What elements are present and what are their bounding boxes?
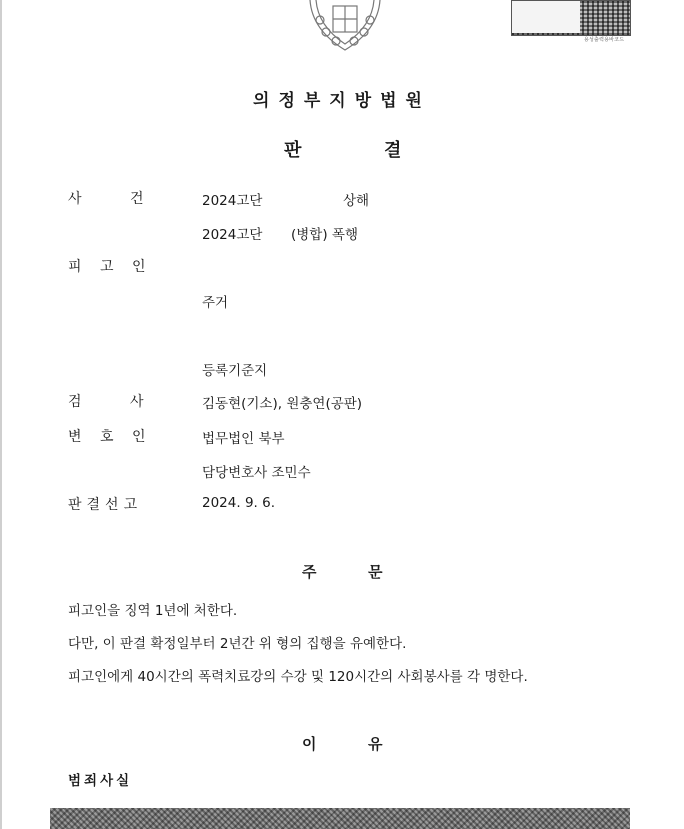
court-seal-icon [306,0,384,52]
defendant-label-char: 고 [100,259,114,275]
defendant-label-char: 피 [68,259,82,275]
order-line-1: 피고인을 징역 1년에 처한다. [68,603,238,619]
case-number-2: 2024고단 [202,227,263,243]
lawyer-firm: 법무법인 북부 [202,431,285,447]
verdict-date: 2024. 9. 6. [202,495,275,511]
reasons-heading-right: 유 [368,735,383,753]
court-name: 의정부지방법원 [253,91,431,111]
order-line-3: 피고인에게 40시간의 폭력치료강의 수강 및 120시간의 사회봉사를 각 명한다. [68,669,528,685]
case-label-char: 사 [68,191,82,207]
reasons-heading-left: 이 [302,735,317,753]
case-number-1: 2024고단 [202,193,263,209]
case-name-1: 상해 [343,193,370,209]
lawyer-label-char: 변 [68,429,82,445]
address-label: 주거 [202,295,229,311]
prosecutor-label-char: 사 [130,394,144,410]
case-label-char: 건 [130,191,144,207]
defendant-label-char: 인 [132,259,146,275]
lawyer-label-char: 인 [132,429,146,445]
facts-label: 범죄사실 [68,773,133,789]
case-name-2: (병합) 폭행 [291,227,358,243]
order-line-2: 다만, 이 판결 확정일부터 2년간 위 형의 집행을 유예한다. [68,636,407,652]
verdict-date-label: 판결선고 [68,497,143,513]
order-heading-left: 주 [302,563,317,581]
qr-code-blank [512,1,580,33]
prosecutor-label-char: 검 [68,394,82,410]
order-heading-right: 문 [368,563,383,581]
registry-label: 등록기준지 [202,363,268,379]
lawyer-person: 담당변호사 조민수 [202,465,311,481]
qr-caption: 용성출력용바코드 [584,37,625,43]
prosecutor-value: 김동현(기소), 원충연(공판) [202,396,363,412]
title-char-left: 판 [284,140,302,161]
redacted-block [50,808,630,829]
title-char-right: 결 [384,140,402,161]
page-edge [0,0,2,829]
lawyer-label-char: 호 [100,429,114,445]
